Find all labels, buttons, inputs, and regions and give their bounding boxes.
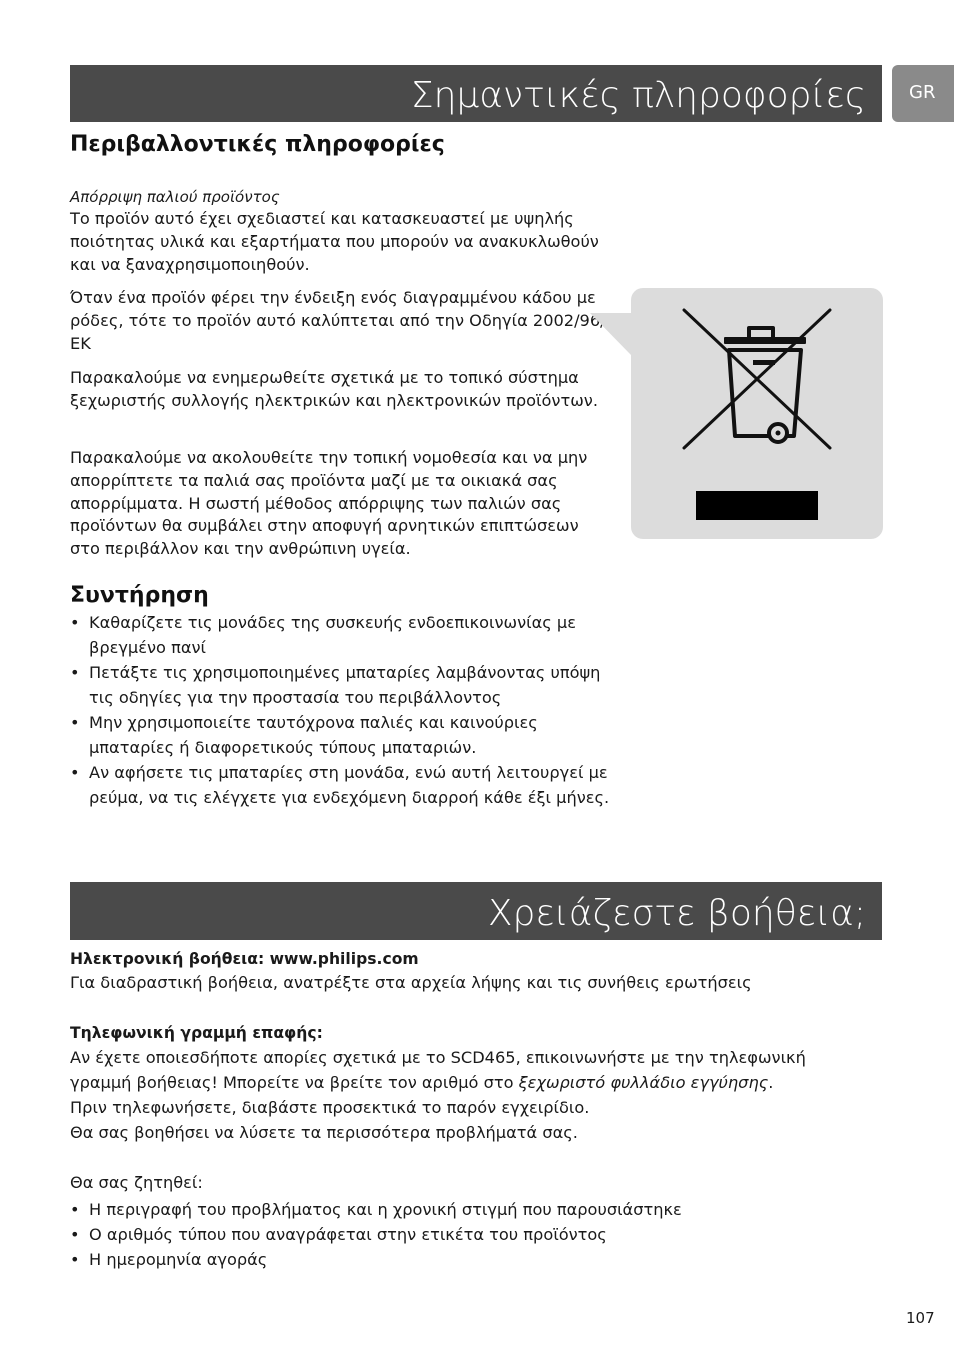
phone-helpline-label: Τηλεφωνική γραμμή επαφής: xyxy=(70,1024,323,1042)
crossed-out-wheelie-bin-icon xyxy=(631,288,883,539)
list-item: • Η ημερομηνία αγοράς xyxy=(70,1247,682,1272)
phone-helpline-text xyxy=(70,1073,773,1092)
section-title-important-info: Σημαντικές πληροφορίες xyxy=(70,65,882,122)
language-tab: GR xyxy=(892,65,954,122)
text-segment: γραμμή βοήθειας! Μπορείτε να βρείτε τον αριθμό στο xyxy=(70,1073,519,1092)
list-item: • Καθαρίζετε τις μονάδες της συσκευής ενδοεπικοινωνίας με βρεγμένο πανί xyxy=(70,610,610,660)
phone-helpline-text: Πριν τηλεφωνήσετε, διαβάστε προσεκτικά το παρόν εγχειρίδιο. xyxy=(70,1098,590,1117)
list-item: • Μην χρησιμοποιείτε ταυτόχρονα παλιές και καινούριες μπαταρίες ή διαφορετικούς τύπους μπαταριών. xyxy=(70,710,610,760)
phone-helpline-text: Θα σας βοηθήσει να λύσετε τα περισσότερα προβλήματά σας. xyxy=(70,1123,578,1142)
warranty-leaflet-reference: ξεχωριστό φυλλάδιο εγγύησης xyxy=(518,1073,769,1092)
online-help-label: Ηλεκτρονική βοήθεια: www.philips.com xyxy=(70,950,419,968)
environment-paragraph: Όταν ένα προϊόν φέρει την ένδειξη ενός διαγραμμένου κάδου με ρόδες, τότε το προϊόν αυτό καλύπτεται από την Οδηγία 2002/96/ΕΚ xyxy=(70,288,606,353)
list-item: • Αν αφήσετε τις μπαταρίες στη μονάδα, ενώ αυτή λειτουργεί με ρεύμα, να τις ελέγχετε για ενδεχόμενη διαρροή κάθε έξι μήνες. xyxy=(70,760,610,810)
list-item: • Ο αριθμός τύπου που αναγράφεται στην ετικέτα του προϊόντος xyxy=(70,1222,682,1247)
disposal-subheading: Απόρριψη παλιού προϊόντος xyxy=(70,188,280,206)
page-number: 107 xyxy=(906,1309,935,1327)
ask-intro: Θα σας ζητηθεί: xyxy=(70,1173,203,1192)
list-item: • Η περιγραφή του προβλήματος και η χρονική στιγμή που παρουσιάστηκε xyxy=(70,1197,682,1222)
ask-list xyxy=(70,1197,682,1272)
environment-paragraph: Παρακαλούμε να ενημερωθείτε σχετικά με το τοπικό σύστημα ξεχωριστής συλλογής ηλεκτρικών και ηλεκτρονικών προϊόντων. xyxy=(70,368,598,410)
phone-helpline-text: Αν έχετε οποιεσδήποτε απορίες σχετικά με το SCD465, επικοινωνήστε με την τηλεφωνική xyxy=(70,1048,806,1067)
environment-paragraph: Το προϊόν αυτό έχει σχεδιαστεί και κατασκευαστεί με υψηλής ποιότητας υλικά και εξαρτήματα που μπορούν να ανακυκλωθούν και να ξαναχρησιμοποιηθούν. xyxy=(70,209,599,274)
weee-symbol-panel xyxy=(631,288,883,539)
section-title-need-help: Χρειάζεστε βοήθεια; xyxy=(70,882,882,940)
maintenance-heading: Συντήρηση xyxy=(70,583,209,608)
environment-paragraph: Παρακαλούμε να ακολουθείτε την τοπική νομοθεσία και να μην απορρίπτετε τα παλιά σας προϊόντα μαζί με τα οικιακά σας απορρίμματα. Η σωστή μέθοδος απόρριψης των παλιών σας προϊόντων θα συμβάλει στην αποφυγή αρνητικών επιπτώσεων στο περιβάλλον και την ανθρώπινη υγεία. xyxy=(70,448,588,559)
maintenance-list xyxy=(70,610,610,810)
text-segment: . xyxy=(768,1073,774,1092)
black-bar-mark xyxy=(696,491,818,520)
online-help-text: Για διαδραστική βοήθεια, ανατρέξτε στα αρχεία λήψης και τις συνήθεις ερωτήσεις xyxy=(70,973,752,992)
environment-heading: Περιβαλλοντικές πληροφορίες xyxy=(70,132,445,157)
symbol-callout-pointer xyxy=(590,313,631,355)
list-item: • Πετάξτε τις χρησιμοποιημένες μπαταρίες λαμβάνοντας υπόψη τις οδηγίες για την προστασία του περιβάλλοντος xyxy=(70,660,610,710)
